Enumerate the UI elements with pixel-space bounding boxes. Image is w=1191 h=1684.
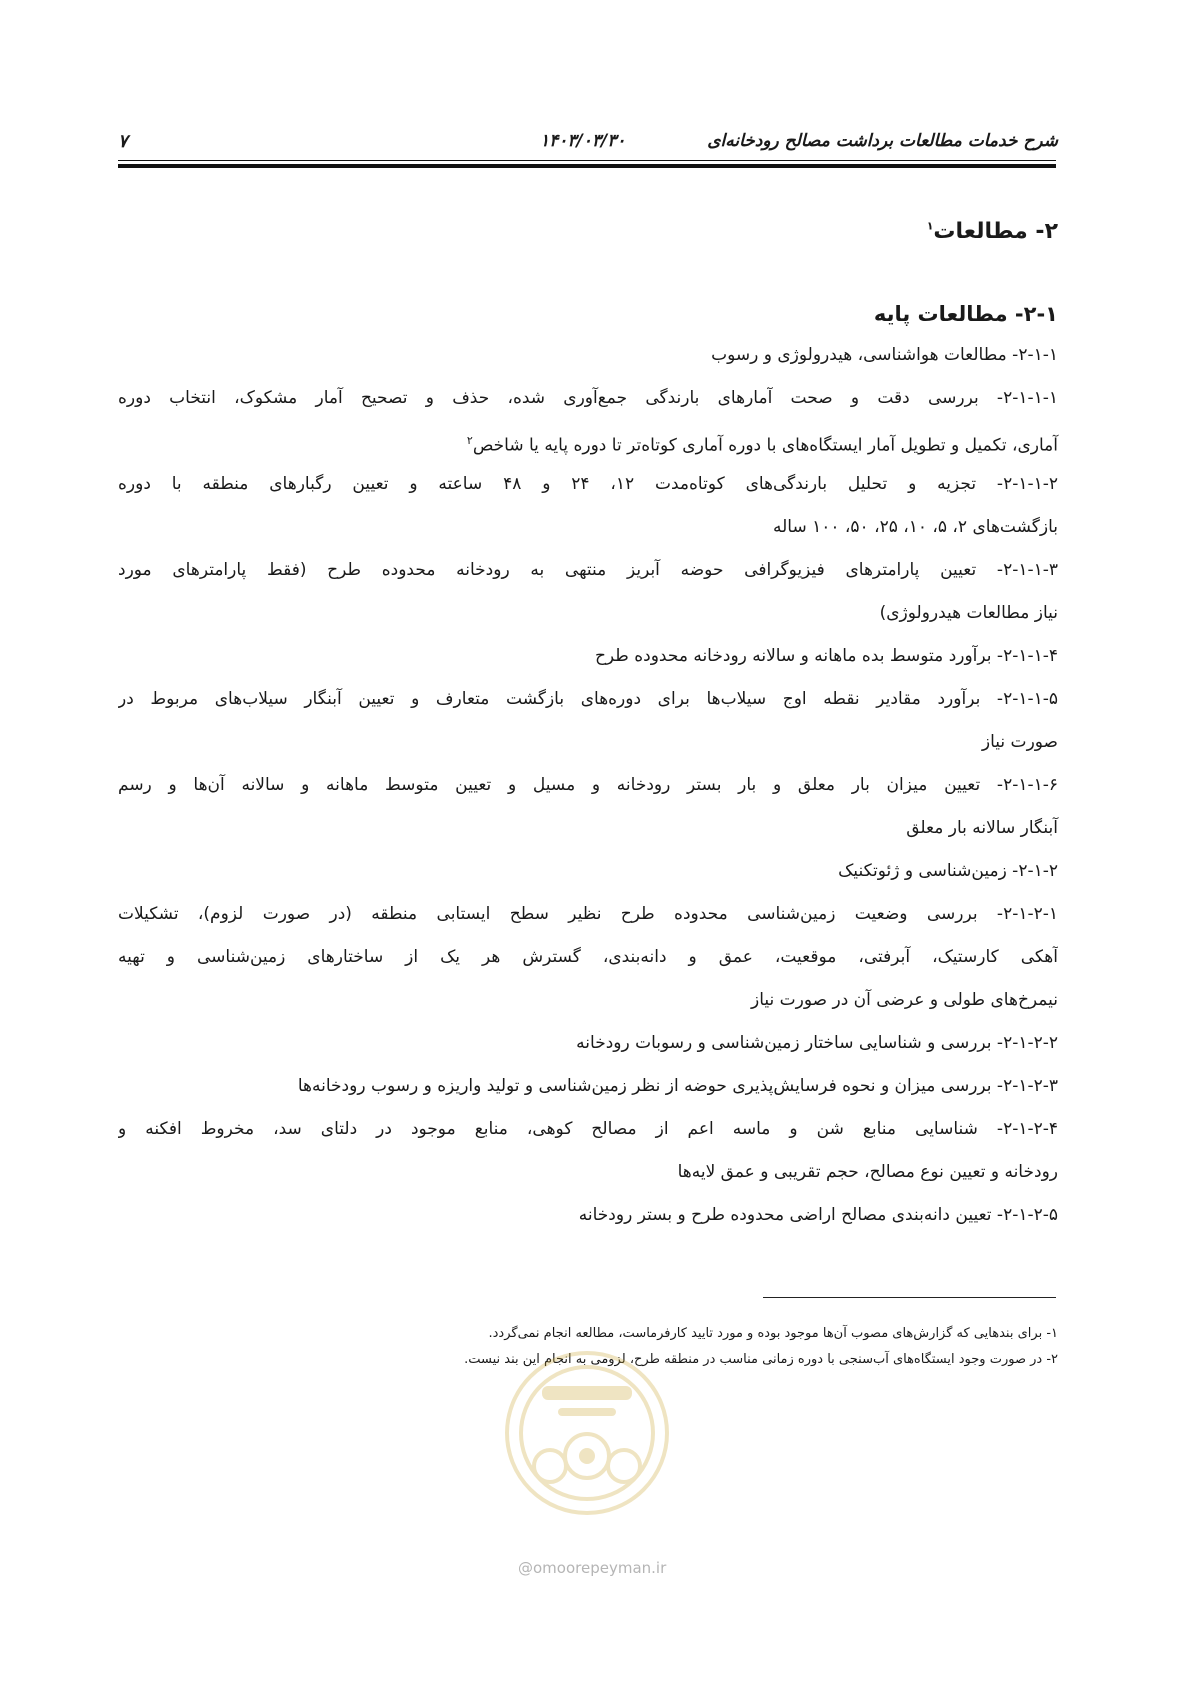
footnote-1: ۱- برای بندهایی که گزارش‌های مصوب آن‌ها موجود بوده و مورد تایید کارفرماست، مطالعه انجام نمی‌گردد. bbox=[488, 1326, 1058, 1341]
body-line-19: ۲-۱-۲-۴- شناسایی منابع شن و ماسه اعم از مصالح کوهی، منابع موجود در دلتای سد، مخروط افکنه و bbox=[118, 1119, 1058, 1139]
footnote-separator bbox=[763, 1297, 1056, 1298]
body-line-17: ۲-۱-۲-۲- بررسی و شناسایی ساختار زمین‌شناسی و رسوبات رودخانه bbox=[576, 1033, 1058, 1053]
body-line-4: ۲-۱-۱-۲- تجزیه و تحلیل بارندگی‌های کوتاه‌مدت ۱۲، ۲۴ و ۴۸ ساعته و تعیین رگبارهای منطقه با دوره bbox=[118, 474, 1058, 494]
body-line-10: صورت نیاز bbox=[981, 732, 1058, 752]
footnote-ref-2: ۲ bbox=[466, 434, 473, 447]
body-line-8: ۲-۱-۱-۴- برآورد متوسط بده ماهانه و سالانه رودخانه محدوده طرح bbox=[594, 646, 1058, 666]
header-rule-thin bbox=[118, 160, 1056, 161]
section-heading bbox=[927, 219, 1058, 244]
body-line-6: ۲-۱-۱-۳- تعیین پارامترهای فیزیوگرافی حوضه آبریز منتهی به رودخانه محدوده طرح (فقط پارامترهای مورد bbox=[118, 560, 1058, 580]
body-line-18: ۲-۱-۲-۳- بررسی میزان و نحوه فرسایش‌پذیری حوضه از نظر زمین‌شناسی و تولید واریزه و رسوب رودخانه‌ها bbox=[297, 1076, 1058, 1096]
header-date: ۱۴۰۳/۰۳/۳۰ bbox=[540, 131, 626, 151]
body-line-2: ۲-۱-۱-۱- بررسی دقت و صحت آمارهای بارندگی جمع‌آوری شده، حذف و تصحیح آمار مشکوک، انتخاب دوره bbox=[118, 388, 1058, 408]
body-line-3 bbox=[467, 429, 1058, 458]
body-line-5: بازگشت‌های ۲، ۵، ۱۰، ۲۵، ۵۰، ۱۰۰ ساله bbox=[773, 517, 1058, 537]
body-line-12: آبنگار سالانه بار معلق bbox=[906, 818, 1058, 838]
section-heading-text: ۲- مطالعات bbox=[933, 219, 1058, 244]
body-line-9: ۲-۱-۱-۵- برآورد مقادیر نقطه اوج سیلاب‌ها برای دوره‌های بازگشت متعارف و تعیین آبنگار سیلاب‌های مربوط در bbox=[118, 689, 1058, 709]
subsection-heading: ۲-۱- مطالعات پایه bbox=[873, 302, 1058, 326]
body-line-16: نیمرخ‌های طولی و عرضی آن در صورت نیاز bbox=[751, 990, 1058, 1010]
body-line-11: ۲-۱-۱-۶- تعیین میزان بار معلق و بار بستر رودخانه و مسیل و تعیین متوسط ماهانه و سالانه آن‌ها و رسم bbox=[118, 775, 1058, 795]
header-rule-thick bbox=[118, 164, 1056, 168]
watermark-seal-icon bbox=[502, 1348, 672, 1518]
footnote-2: ۲- در صورت وجود ایستگاه‌های آب‌سنجی با دوره زمانی مناسب در منطقه طرح، لزومی به انجام این بند نیست. bbox=[464, 1352, 1058, 1367]
body-line-13: ۲-۱-۲- زمین‌شناسی و ژئوتکنیک bbox=[838, 861, 1058, 881]
page-number: ۷ bbox=[118, 131, 128, 152]
body-line-7: نیاز مطالعات هیدرولوژی) bbox=[879, 603, 1058, 623]
body-line-1: ۲-۱-۱- مطالعات هواشناسی، هیدرولوژی و رسوب bbox=[711, 345, 1058, 365]
body-line-21: ۲-۱-۲-۵- تعیین دانه‌بندی مصالح اراضی محدوده طرح و بستر رودخانه bbox=[578, 1205, 1058, 1225]
watermark-text: @omoorepeyman.ir bbox=[518, 1559, 667, 1577]
header-title: شرح خدمات مطالعات برداشت مصالح رودخانه‌ای bbox=[707, 131, 1058, 151]
body-line-15: آهکی کارستیک، آبرفتی، موقعیت، عمق و دانه‌بندی، گسترش هر یک از ساختارهای زمین‌شناسی و تهیه bbox=[118, 947, 1058, 967]
footnote-ref-1: ۱ bbox=[926, 219, 934, 233]
body-line-3-text: آماری، تکمیل و تطویل آمار ایستگاه‌های با دوره آماری کوتاه‌تر تا دوره پایه یا شاخص bbox=[472, 435, 1058, 456]
body-line-20: رودخانه و تعیین نوع مصالح، حجم تقریبی و عمق لایه‌ها bbox=[677, 1162, 1058, 1182]
body-line-14: ۲-۱-۲-۱- بررسی وضعیت زمین‌شناسی محدوده طرح نظیر سطح ایستابی منطقه (در صورت لزوم)، تشکیلات bbox=[118, 904, 1058, 924]
